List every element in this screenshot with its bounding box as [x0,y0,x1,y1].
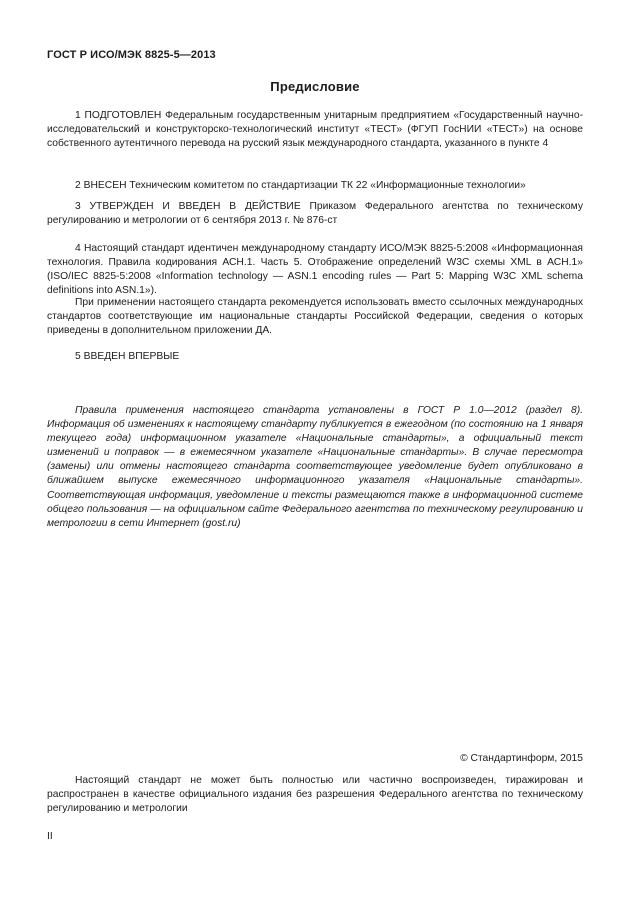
paragraph-4-note: При применении настоящего стандарта рекомендуется использовать вместо ссылочных международных стандартов соответствующие им национальные стандарты Российской Федерации, сведения о которых приведены в дополнительном приложении ДА. [47,297,583,337]
paragraph-1: 1 ПОДГОТОВЛЕН Федеральным государственным унитарным предприятием «Государственный научно-исследовательский и конструкторско-технологический институт «ТЕСТ» (ФГУП ГосНИИ «ТЕСТ») на основе собственного аутентичного перевода на русский язык международного стандарта, указанного в пункте 4 [47,110,583,150]
page-number: II [47,831,53,842]
application-notice: Правила применения настоящего стандарта установлены в ГОСТ Р 1.0—2012 (раздел 8). Информация об изменениях к настоящему стандарту публикуется в ежегодном (по состоянию на 1 января текущего года) информационном указателе «Национальные стандарты», а официальный текст изменений и поправок — в ежемесячном указателе «Национальные стандарты». В случае пересмотра (замены) или отмены настоящего стандарта соответствующее уведомление будет опубликовано в ближайшем выпуске ежемесячного информационного указателя «Национальные стандарты». Соответствующая информация, уведомление и тексты размещаются также в информационной системе общего пользования — на официальном сайте Федерального агентства по техническому регулированию и метрологии в сети Интернет (gost.ru) [47,405,583,529]
page-title: Предисловие [270,79,360,94]
paragraph-4: 4 Настоящий стандарт идентичен международному стандарту ИСО/МЭК 8825-5:2008 «Информационная технология. Правила кодирования АСН.1. Часть 5. Отображение определений W3C схемы XML в АСН.1» (ISO/IEC 8825-5:2008 «Information technology — ASN.1 encoding rules — Part 5: Mapping W3C XML schema definitions into ASN.1»). [47,243,583,297]
paragraph-2: 2 ВНЕСЕН Техническим комитетом по стандартизации ТК 22 «Информационные технологии» [75,180,526,191]
paragraph-5: 5 ВВЕДЕН ВПЕРВЫЕ [75,351,180,362]
document-header: ГОСТ Р ИСО/МЭК 8825-5—2013 [47,49,216,61]
paragraph-3: 3 УТВЕРЖДЕН И ВВЕДЕН В ДЕЙСТВИЕ Приказом Федерального агентства по техническому регулированию и метрологии от 6 сентября 2013 г. № 876-ст [47,201,583,227]
reproduction-notice: Настоящий стандарт не может быть полностью или частично воспроизведен, тиражирован и распространен в качестве официального издания без разрешения Федерального агентства по техническому регулированию и метрологии [47,775,583,815]
copyright: © Стандартинформ, 2015 [460,753,583,764]
